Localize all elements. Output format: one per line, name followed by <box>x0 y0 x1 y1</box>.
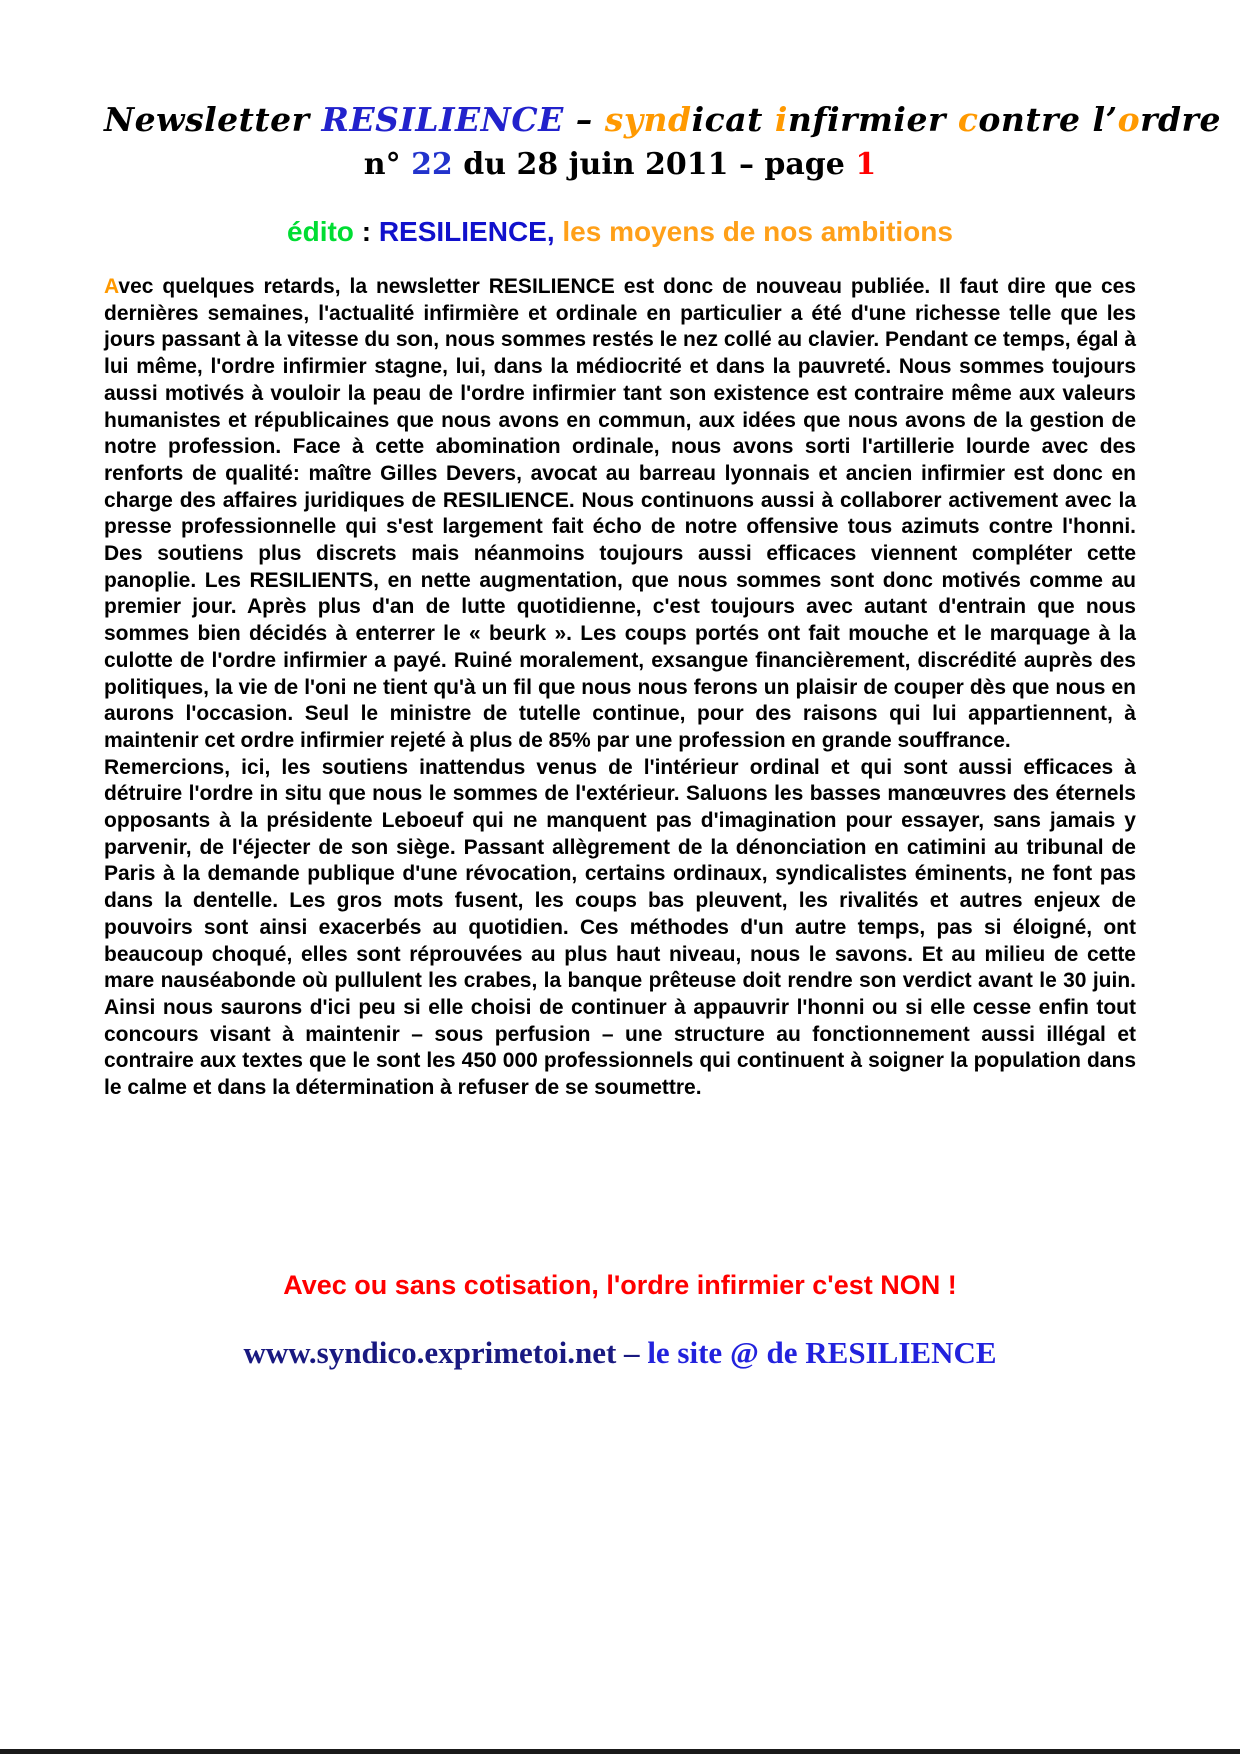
text-segment: synd <box>604 100 692 139</box>
edito-body <box>104 274 1136 1102</box>
site-url-link[interactable] <box>104 1335 1136 1371</box>
text-segment: Newsletter <box>104 100 322 139</box>
page-content <box>104 0 1221 1371</box>
text-segment: du 28 juin 2011 – page <box>452 147 856 182</box>
text-segment: i <box>774 100 788 139</box>
text-segment: n° <box>363 147 412 182</box>
text-segment: édito <box>287 216 354 247</box>
paragraph-1-text: vec quelques retards, la newsletter RESILIENCE est donc de nouveau publiée. Il faut dire que ces dernières semaines, l'actualité infirmière et ordinale en particulier a été d'une richesse telle que les jours passant à la vitesse du son, nous sommes restés le nez collé au clavier. Pendant ce temps, égal à lui même, l'ordre infirmier stagne, lui, dans la médiocrité et dans la pauvreté. Nous sommes toujours aussi motivés à vouloir la peau de l'ordre infirmier tant son existence est contraire même aux valeurs humanistes et républicaines que nous avons en commun, aux idées que nous avons de la gestion de notre profession. Face à cette abomination ordinale, nous avons sorti l'artillerie lourde avec des renforts de qualité: maître Gilles Devers, avocat au barreau lyonnais et ancien infirmier est donc en charge des affaires juridiques de RESILIENCE. Nous continuons aussi à collaborer activement avec la presse professionnelle qui s'est largement fait écho de notre offensive tous azimuts contre l'honni. Des soutiens plus discrets mais néanmoins toujours aussi efficaces viennent compléter cette panoplie. Les RESILIENTS, en nette augmentation, que nous sommes sont donc motivés comme au premier jour. Après plus d'an de lutte quotidienne, c'est toujours avec autant d'entrain que nous sommes bien décidés à enterrer le « beurk ». Les coups portés ont fait mouche et le marquage à la culotte de l'ordre infirmier a payé. Ruiné moralement, exsangue financièrement, discrédité auprès des politiques, la vie de l'oni ne tient qu'à un fil que nous nous ferons un plaisir de couper dès que nous en aurons l'occasion. Seul le ministre de tutelle continue, pour des raisons qui lui appartiennent, à maintenir cet ordre infirmier rejeté à plus de 85% par une profession en grande souffrance. <box>104 275 1136 752</box>
edito-heading <box>104 216 1136 248</box>
text-segment: nfirmier <box>787 100 958 139</box>
text-segment: o <box>1117 100 1141 139</box>
text-segment: 22 <box>411 147 453 182</box>
slogan-line: Avec ou sans cotisation, l'ordre infirmier c'est NON ! <box>283 1269 957 1300</box>
text-segment: 1 <box>855 147 877 182</box>
text-segment: c <box>957 100 979 139</box>
text-segment: RESILIENCE, <box>378 216 555 247</box>
text-segment: www.syndico.exprimetoi.net – <box>243 1334 648 1370</box>
page-bottom-edge <box>0 1749 1240 1754</box>
text-segment: : <box>353 216 379 247</box>
text-segment: le site @ de RESILIENCE <box>647 1334 997 1370</box>
text-segment: – <box>563 100 605 139</box>
text-segment: rdre <box>1140 100 1221 139</box>
newsletter-header <box>104 100 1221 182</box>
edito-paragraph-2: Remercions, ici, les soutiens inattendus venus de l'intérieur ordinal et qui sont aussi efficaces à détruire l'ordre in situ que nous le sommes de l'extérieur. Saluons les basses manœuvres des éternels opposants à la présidente Leboeuf qui ne manquent pas d'imagination pour essayer, sans jamais y parvenir, de l'éjecter de son siège. Passant allègrement de la dénonciation en catimini au tribunal de Paris à la demande publique d'une révocation, certains ordinaux, syndicalistes éminents, ne font pas dans la dentelle. Les gros mots fusent, les coups bas pleuvent, les rivalités et autres enjeux de pouvoirs sont ainsi exacerbés au quotidien. Ces méthodes d'un autre temps, pas si éloigné, ont beaucoup choqué, elles sont réprouvées au plus haut niveau, nous le savons. Et au milieu de cette mare nauséabonde où pullulent les crabes, la banque prêteuse doit rendre son verdict avant le 30 juin. Ainsi nous saurons d'ici peu si elle choisi de continuer à appauvrir l'honni ou si elle cesse enfin tout concours visant à maintenir – sous perfusion – une structure au fonctionnement aussi illégal et contraire aux textes que le sont les 450 000 professionnels qui continuent à soigner la population dans le calme et dans la détermination à refuser de se soumettre. <box>104 755 1136 1100</box>
edito-paragraph-1 <box>104 274 1136 755</box>
text-segment: les moyens de nos ambitions <box>554 216 953 247</box>
lead-letter: A <box>104 275 119 298</box>
text-segment: RESILIENCE <box>321 100 564 139</box>
text-segment: ontre l’ <box>978 100 1118 139</box>
text-segment: icat <box>691 100 775 139</box>
issue-date-page-line <box>104 147 1136 182</box>
newsletter-title <box>104 100 1221 139</box>
